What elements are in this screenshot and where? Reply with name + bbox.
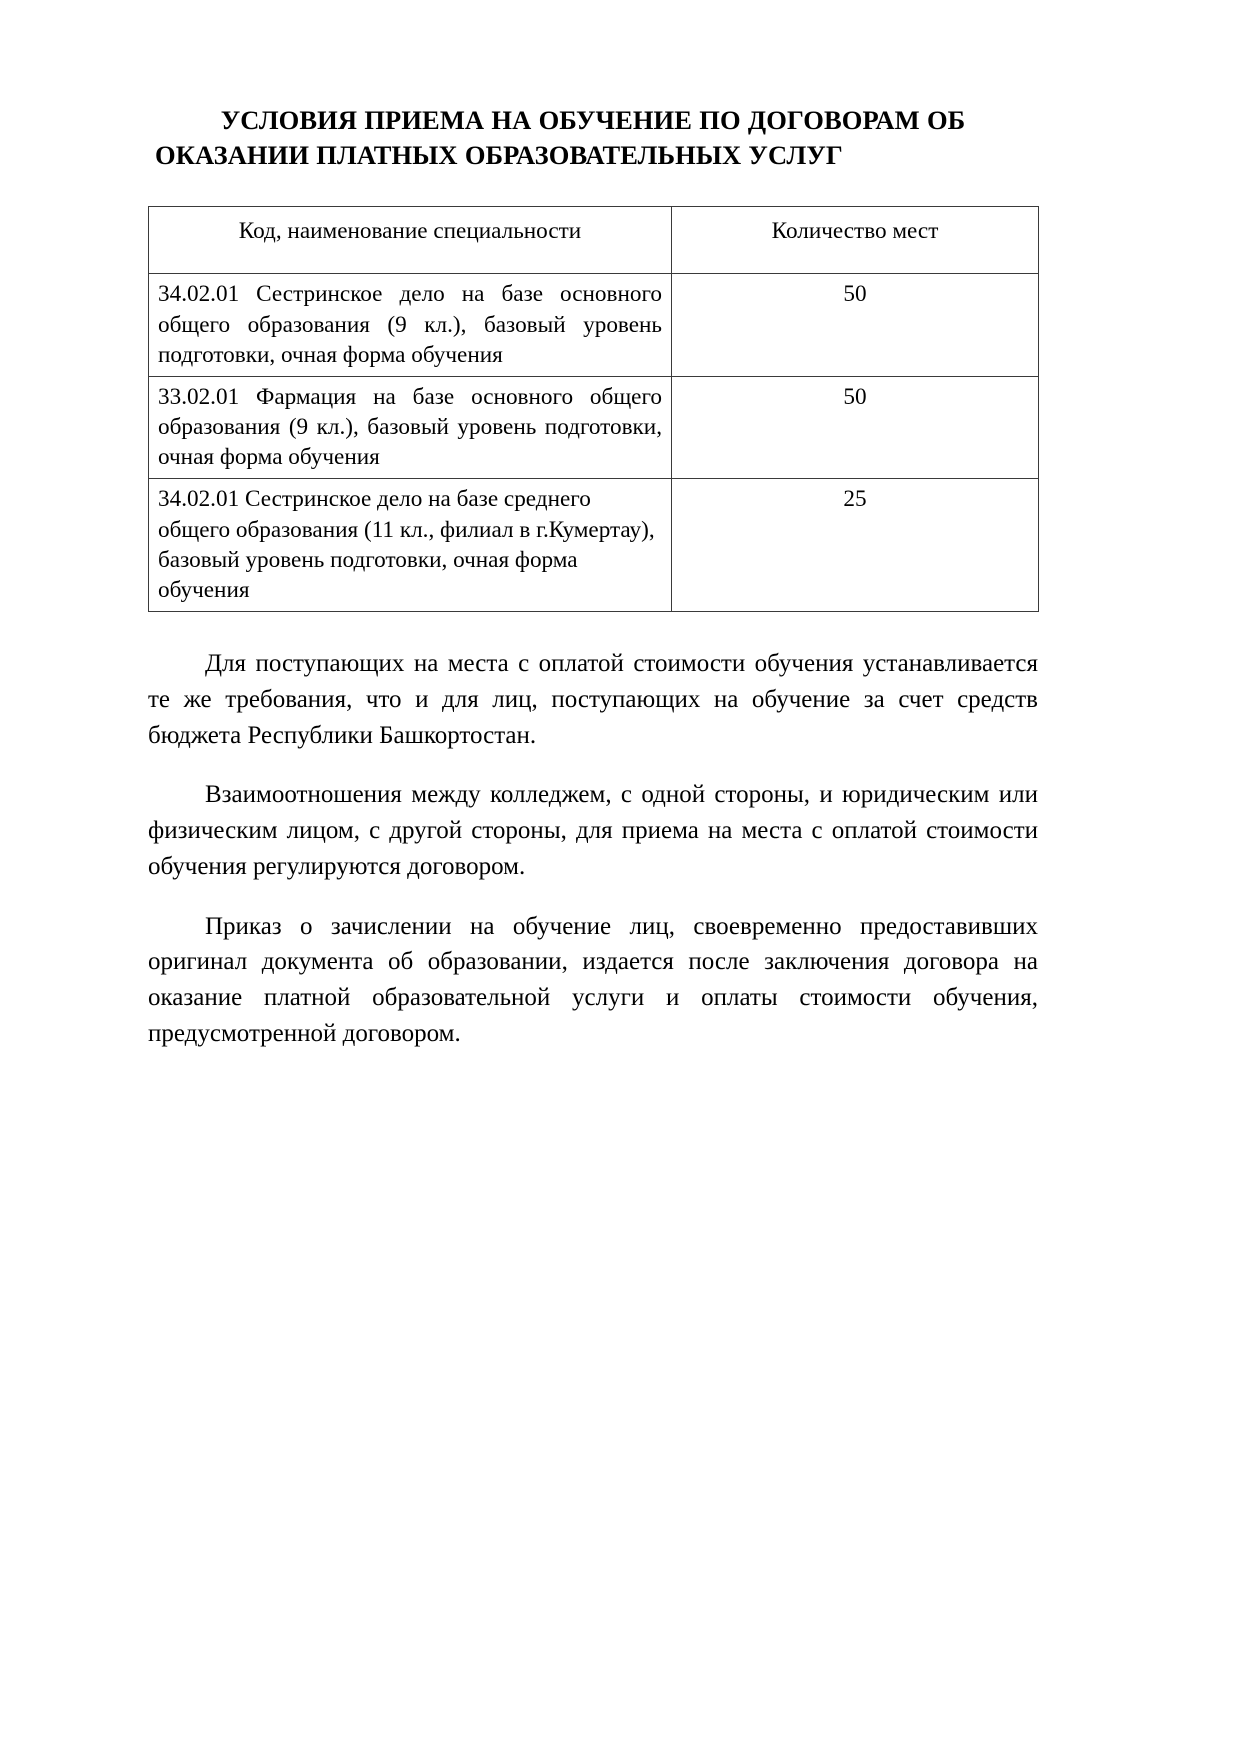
table-header-row <box>149 207 1039 274</box>
column-header-specialty: Код, наименование специальности <box>149 207 672 274</box>
cell-specialty: 34.02.01 Сестринское дело на базе основного общего образования (9 кл.), базовый уровень подготовки, очная форма обучения <box>149 274 672 376</box>
document-content <box>148 0 1038 1052</box>
cell-seats: 50 <box>672 274 1039 376</box>
body-text <box>148 646 1038 1052</box>
page-title-line-2: ОКАЗАНИИ ПЛАТНЫХ ОБРАЗОВАТЕЛЬНЫХ УСЛУГ <box>155 140 843 171</box>
page-title <box>148 0 1038 173</box>
table-header <box>149 207 1039 274</box>
cell-seats: 25 <box>672 479 1039 612</box>
specialties-table <box>148 206 1039 612</box>
cell-specialty: 34.02.01 Сестринское дело на базе среднего общего образования (11 кл., филиал в г.Кумертау), базовый уровень подготовки, очная форма обучения <box>149 479 672 612</box>
paragraph-payment-requirements: Для поступающих на места с оплатой стоимости обучения устанавливается те же требования, что и для лиц, поступающих на обучение за счет средств бюджета Республики Башкортостан. <box>148 650 1038 749</box>
column-header-seats: Количество мест <box>672 207 1039 274</box>
cell-seats: 50 <box>672 376 1039 478</box>
table-body <box>149 274 1039 612</box>
paragraph-contract-relations: Взаимоотношения между колледжем, с одной стороны, и юридическим или физическим лицом, с другой стороны, для приема на места с оплатой стоимости обучения регулируются договором. <box>148 781 1038 880</box>
table-row <box>149 479 1039 612</box>
table-row <box>149 274 1039 376</box>
cell-specialty: 33.02.01 Фармация на базе основного общего образования (9 кл.), базовый уровень подготовки, очная форма обучения <box>149 376 672 478</box>
paragraph-enrollment-order: Приказ о зачислении на обучение лиц, своевременно предоставивших оригинал документа об образовании, издается после заключения договора на оказание платной образовательной услуги и оплаты стоимости обучения, предусмотренной договором. <box>148 912 1038 1047</box>
table-row <box>149 376 1039 478</box>
page-title-line-1: УСЛОВИЯ ПРИЕМА НА ОБУЧЕНИЕ ПО ДОГОВОРАМ ОБ <box>220 105 966 135</box>
